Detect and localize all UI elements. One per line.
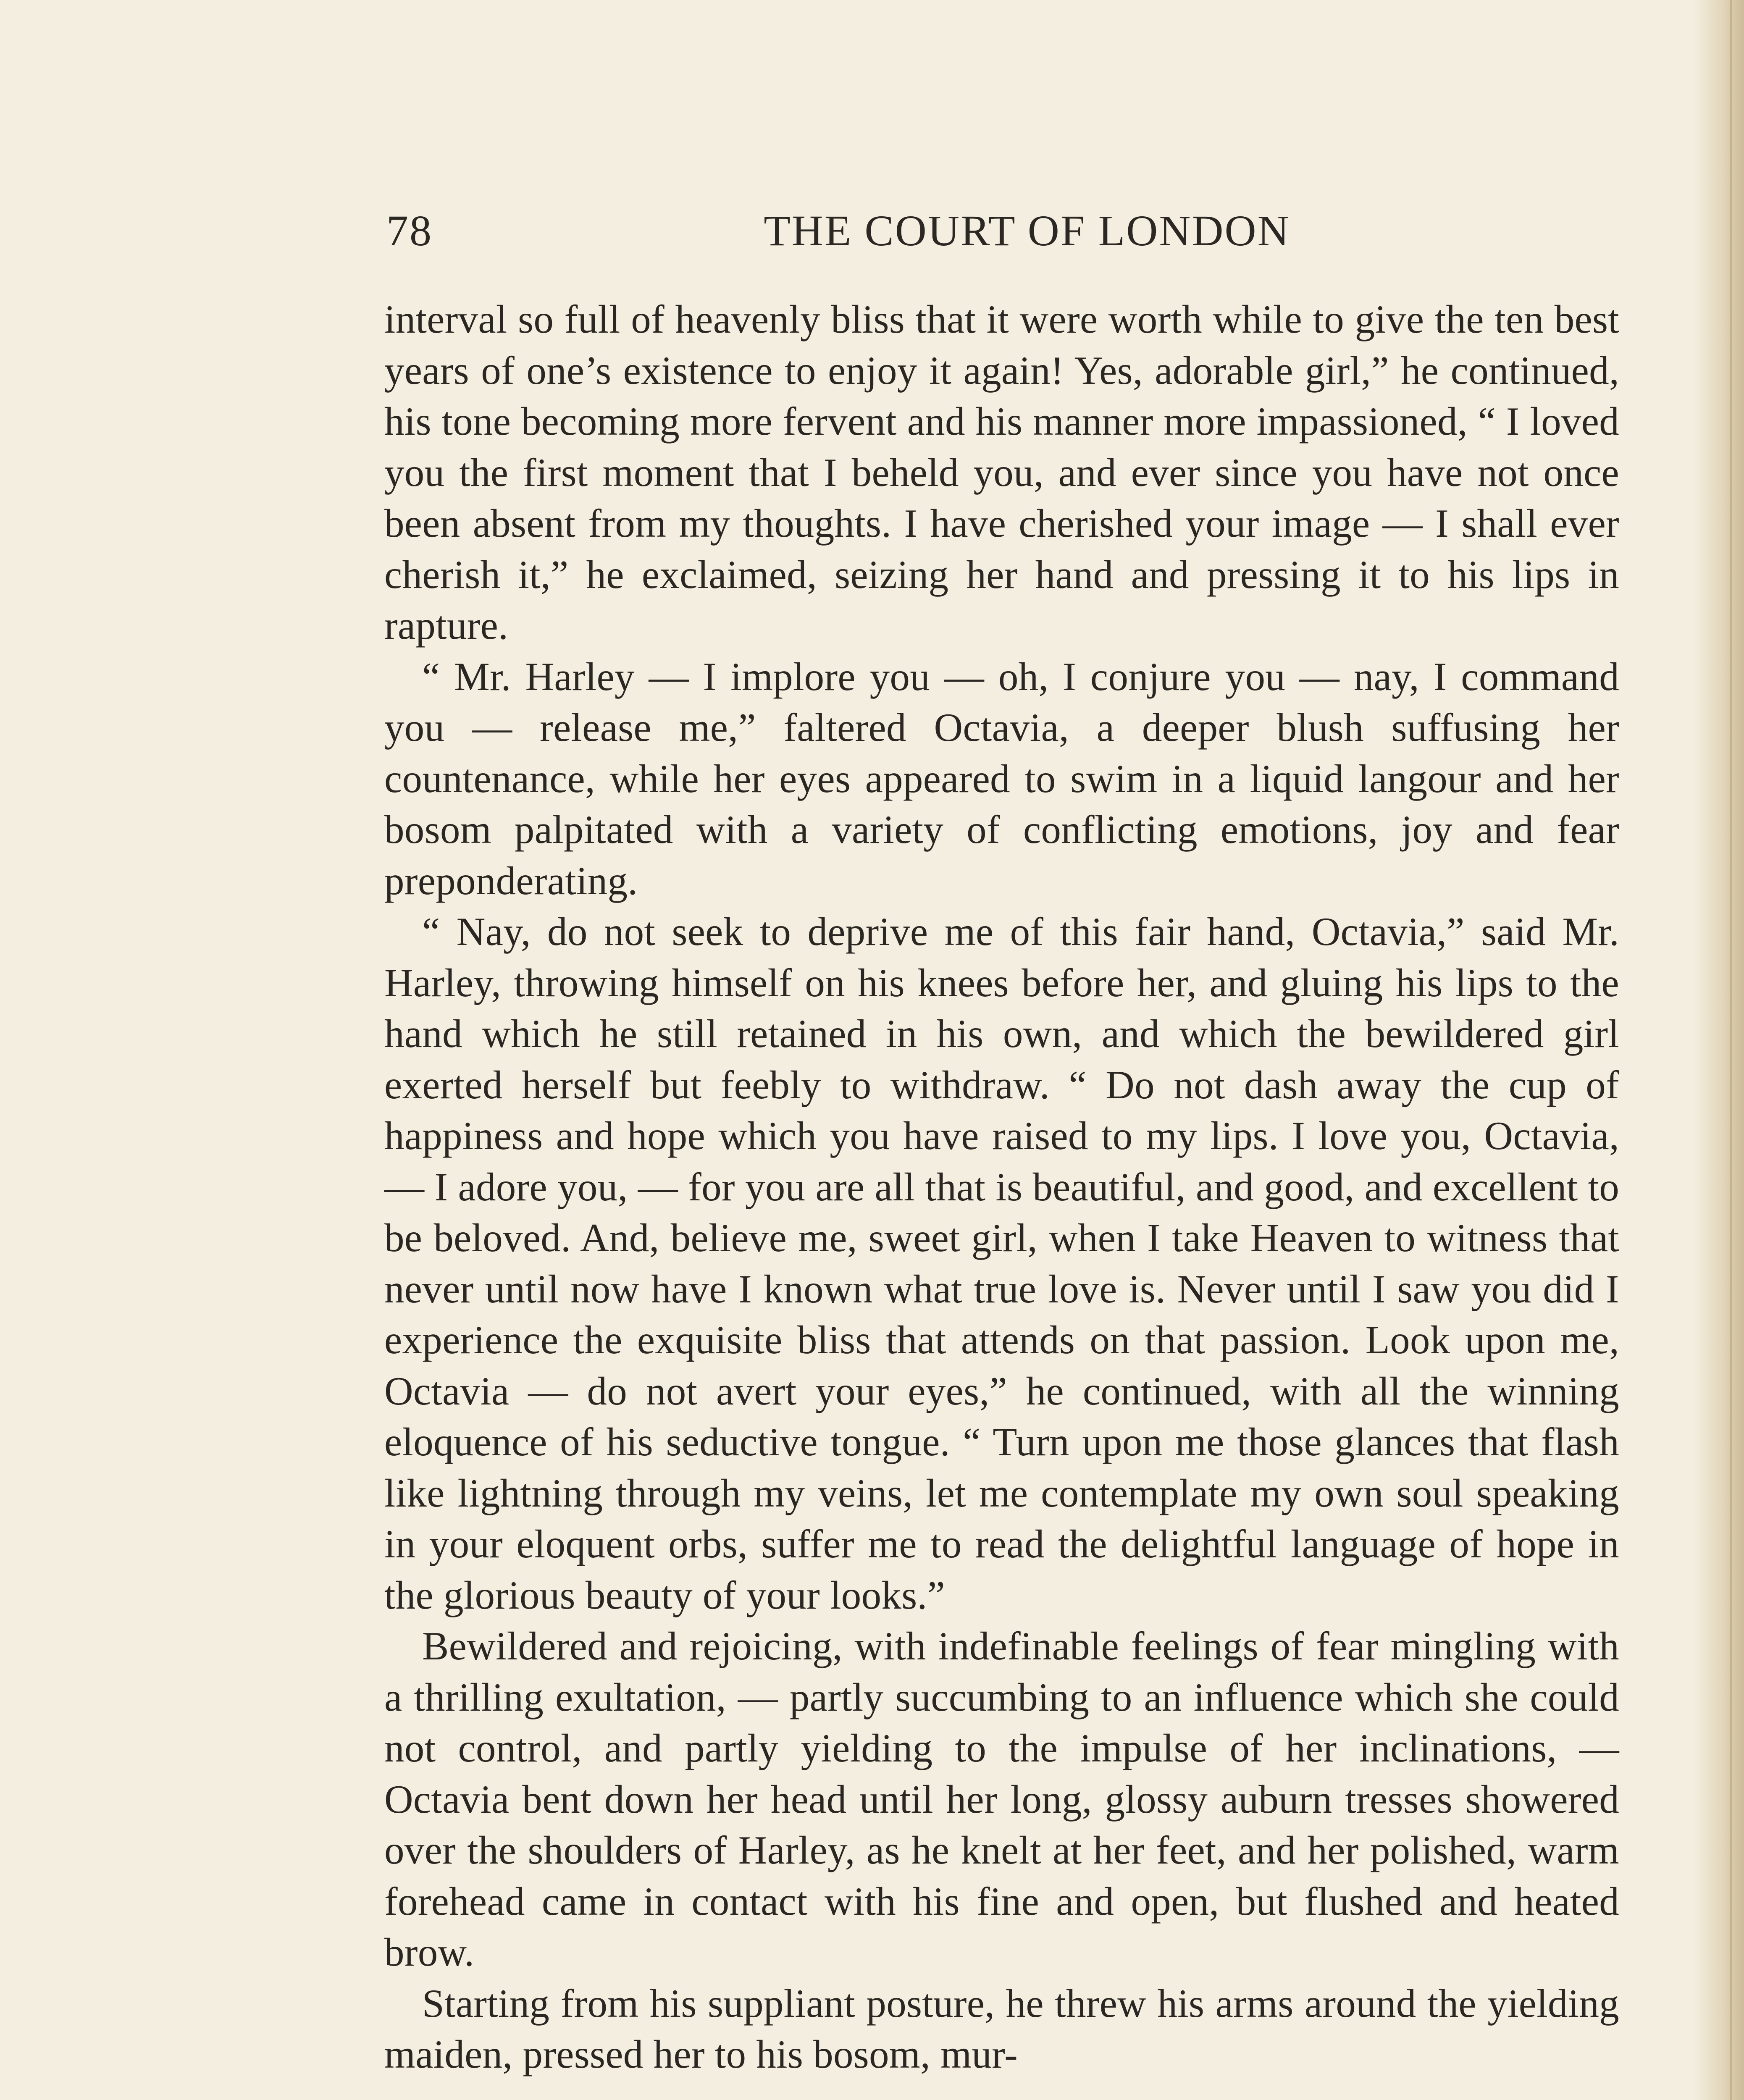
running-head [386,197,1626,265]
body-text [384,294,1619,2080]
running-title: THE COURT OF LONDON [764,207,1290,255]
page-number: 78 [386,207,433,255]
page-edge-line [1730,0,1732,2100]
page-edge-shadow [1694,0,1744,2100]
paragraph-4: Bewildered and rejoicing, with indefinable feelings of fear mingling with a thrilling exultation, — partly succumbing to an influence which she could not control, and partly yielding to the impulse of her inclinations, — Octavia bent down her head until her long, glossy auburn tresses showered over the shoulders of Harley, as he knelt at her feet, and her polished, warm forehead came in contact with his fine and open, but flushed and heated brow. [384,1624,1619,1974]
paragraph-5: Starting from his suppliant posture, he threw his arms around the yielding maiden, pressed her to his bosom, mur- [384,1981,1619,2076]
paragraph-1: interval so full of heavenly bliss that it were worth while to give the ten best years of one’s existence to enjoy it again! Yes, adorable girl,” he continued, his tone becoming more fervent and his manner more impassioned, “ I loved you the first moment that I beheld you, and ever since you have not once been absent from my thoughts. I have cherished your image — I shall ever cherish it,” he exclaimed, seizing her hand and pressing it to his lips in rapture. [384,297,1619,648]
paragraph-2: “ Mr. Harley — I implore you — oh, I conjure you — nay, I command you — release me,” faltered Octavia, a deeper blush suffusing her countenance, while her eyes appeared to swim in a liquid langour and her bosom palpitated with a variety of conflicting emotions, joy and fear preponderating. [384,654,1619,903]
paragraph-3: “ Nay, do not seek to deprive me of this fair hand, Octavia,” said Mr. Harley, throwing himself on his knees before her, and gluing his lips to the hand which he still retained in his own, and which the bewildered girl exerted herself but feebly to withdraw. “ Do not dash away the cup of happiness and hope which you have raised to my lips. I love you, Octavia,— I adore you, — for you are all that is beautiful, and good, and excellent to be beloved. And, believe me, sweet girl, when I take Heaven to witness that never until now have I known what true love is. Never until I saw you did I experience the exquisite bliss that attends on that passion. Look upon me, Octavia — do not avert your eyes,” he continued, with all the winning eloquence of his seductive tongue. “ Turn upon me those glances that flash like lightning through my veins, let me contemplate my own soul speaking in your eloquent orbs, suffer me to read the delightful language of hope in the glorious beauty of your looks.” [384,909,1619,1617]
